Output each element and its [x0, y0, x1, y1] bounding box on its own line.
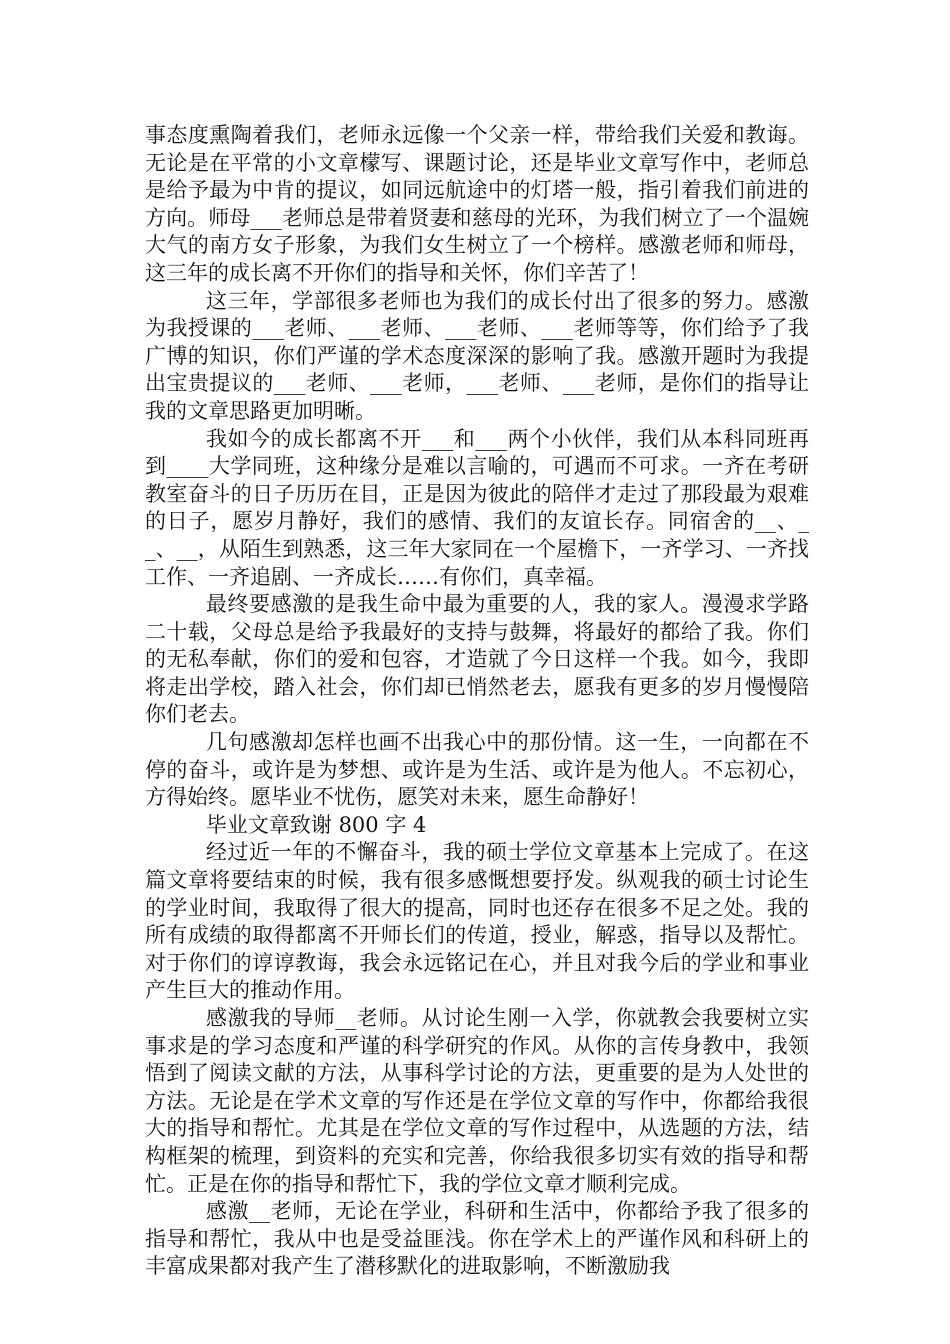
paragraph-continued: 事态度熏陶着我们，老师永远像一个父亲一样，带给我们关爱和教诲。无论是在平常的小文章檬写、课题讨论，还是毕业文章写作中，老师总是给予最为中肯的提议，如同远航途中的灯塔一般，指引着我们前进的方向。师母___老师总是带着贤妻和慈母的光环，为我们树立了一个温婉大气的南方女子形象，为我们女生树立了一个榜样。感激老师和师母，这三年的成长离不开你们的指导和关怀，你们辛苦了！ [145, 123, 809, 285]
paragraph-thesis-intro: 经过近一年的不懈奋斗，我的硕士学位文章基本上完成了。在这篇文章将要结束的时候，我有很多感慨想要抒发。纵观我的硕士讨论生的学业时间，我取得了很大的提高，同时也还存在很多不足之处。我的所有成绩的取得都离不开师长们的传道，授业，解惑，指导以及帮忙。对于你们的谆谆教诲，我会永远铭记在心，并且对我今后的学业和事业产生巨大的推动作用。 [145, 840, 809, 1003]
paragraph-advisor: 感激我的导师__老师。从讨论生刚一入学，你就教会我要树立实事求是的学习态度和严谨的科学研究的作风。从你的言传身教中，我领悟到了阅读文献的方法，从事科学讨论的方法，更重要的是为人处世的方法。无论是在学术文章的写作还是在学位文章的写作中，你都给我很大的指导和帮忙。尤其是在学位文章的写作过程中，从选题的方法，结构框架的梳理，到资料的充实和完善，你给我很多切实有效的指导和帮忙。正是在你的指导和帮忙下，我的学位文章才顺利完成。 [145, 1006, 809, 1196]
section-heading: 毕业文章致谢 800 字 4 [205, 812, 427, 837]
paragraph-family: 最终要感激的是我生命中最为重要的人，我的家人。漫漫求学路二十载，父母总是给予我最好的支持与鼓舞，将最好的都给了我。你们的无私奉献，你们的爱和包容，才造就了今日这样一个我。如今，我即将走出学校，踏入社会，你们却已悄然老去，愿我有更多的岁月慢慢陪你们老去。 [145, 592, 809, 727]
document-body [145, 122, 809, 1281]
paragraph-teachers: 这三年，学部很多老师也为我们的成长付出了很多的努力。感激为我授课的___老师、___老师、___老师、___老师等等，你们给予了我广博的知识，你们严谨的学术态度深深的影响了我。感激开题时为我提出宝贵提议的___老师、___老师，___老师、___老师，是你们的指导让我的文章思路更加明晰。 [145, 288, 809, 423]
paragraph-second-teacher: 感激__老师，无论在学业，科研和生活中，你都给予我了很多的指导和帮忙，我从中也是受益匪浅。你在学术上的严谨作风和科研上的丰富成果都对我产生了潜移默化的进取影响，不断激励我 [145, 1199, 809, 1279]
paragraph-friends: 我如今的成长都离不开___和___两个小伙伴，我们从本科同班再到____大学同班，这种缘分是难以言喻的，可遇而不可求。一齐在考研教室奋斗的日子历历在目，正是因为彼此的陪伴才走过了那段最为艰难的日子，愿岁月静好，我们的感情、我们的友谊长存。同宿舍的__、__、__，从陌生到熟悉，这三年大家同在一个屋檐下，一齐学习、一齐找工作、一齐追剧、一齐成长……有你们，真幸福。 [145, 426, 809, 589]
paragraph-closing: 几句感激却怎样也画不出我心中的那份情。这一生，一向都在不停的奋斗，或许是为梦想、或许是为生活、或许是为他人。不忘初心，方得始终。愿毕业不忧伤，愿笑对未来，愿生命静好！ [145, 730, 809, 810]
